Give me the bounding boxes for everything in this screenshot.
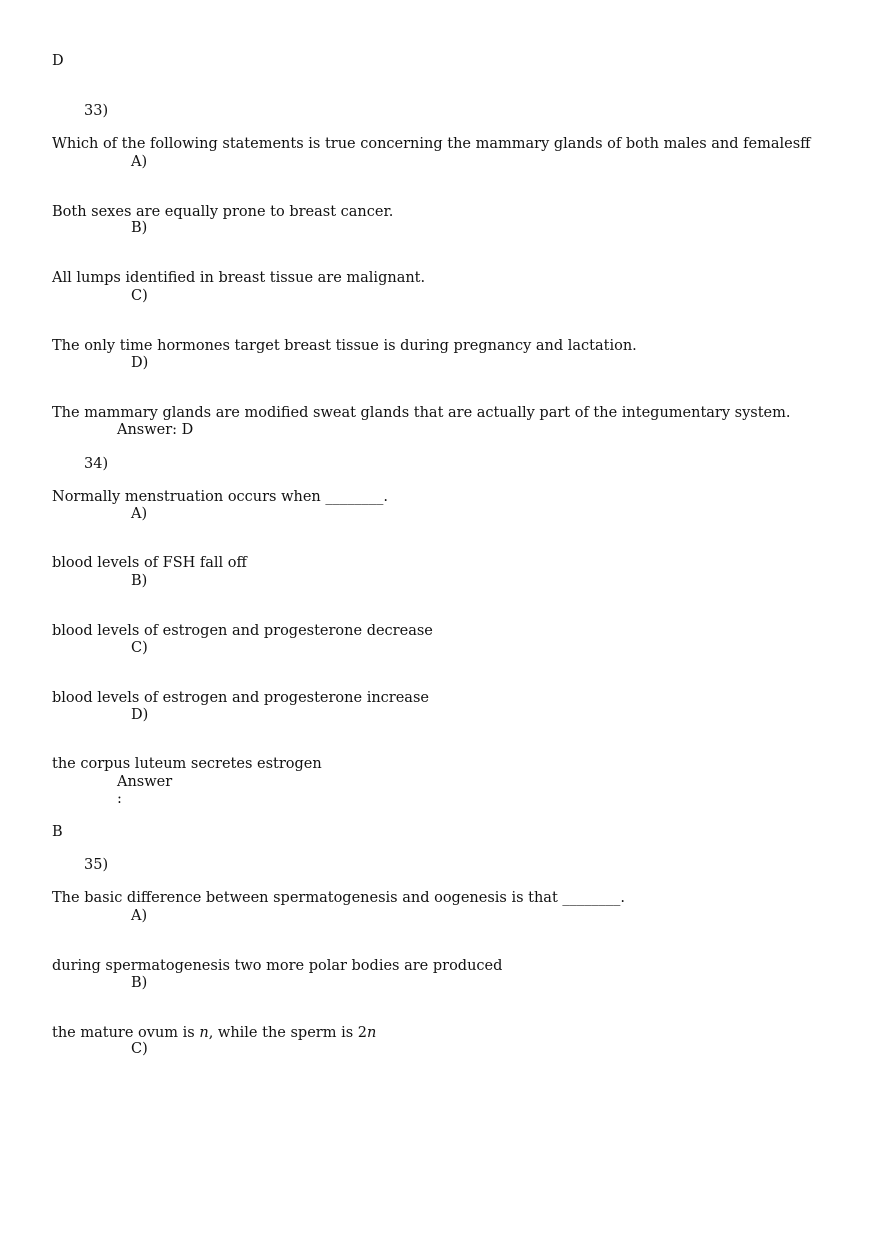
answer-line: Answer: D <box>117 422 194 438</box>
option-letter: B) <box>131 220 148 236</box>
option-text: the corpus luteum secretes estrogen <box>52 756 322 772</box>
option-text: blood levels of FSH fall off <box>52 555 247 571</box>
previous-answer: D <box>52 53 64 69</box>
option-text: during spermatogenesis two more polar bodies are produced <box>52 958 503 974</box>
option-text: blood levels of estrogen and progesterone increase <box>52 690 429 706</box>
question-text: Normally menstruation occurs when ________. <box>52 489 388 505</box>
option-letter: C) <box>131 640 148 656</box>
option-letter: A) <box>131 154 148 170</box>
option-letter: D) <box>131 355 149 371</box>
option-text: blood levels of estrogen and progesterone decrease <box>52 623 433 639</box>
option-letter: B) <box>131 975 148 991</box>
option-letter: A) <box>131 908 148 924</box>
answer-label: Answer <box>117 774 173 790</box>
answer-value: B <box>52 824 63 840</box>
question-number: 34) <box>84 456 109 472</box>
option-text: The mammary glands are modified sweat glands that are actually part of the integumentary system. <box>52 405 791 421</box>
option-text: The only time hormones target breast tissue is during pregnancy and lactation. <box>52 338 637 354</box>
option-text: the mature ovum is n, while the sperm is 2n <box>52 1025 377 1041</box>
option-text: All lumps identified in breast tissue are malignant. <box>52 270 426 286</box>
question-text: Which of the following statements is true concerning the mammary glands of both males and femalesff <box>52 136 811 152</box>
answer-colon: : <box>117 791 122 807</box>
option-letter: D) <box>131 707 149 723</box>
option-letter: B) <box>131 573 148 589</box>
question-text: The basic difference between spermatogenesis and oogenesis is that ________. <box>52 890 625 906</box>
option-letter: C) <box>131 288 148 304</box>
option-text: Both sexes are equally prone to breast cancer. <box>52 204 394 220</box>
question-number: 33) <box>84 103 109 119</box>
question-number: 35) <box>84 857 109 873</box>
option-letter: C) <box>131 1041 148 1057</box>
option-letter: A) <box>131 506 148 522</box>
